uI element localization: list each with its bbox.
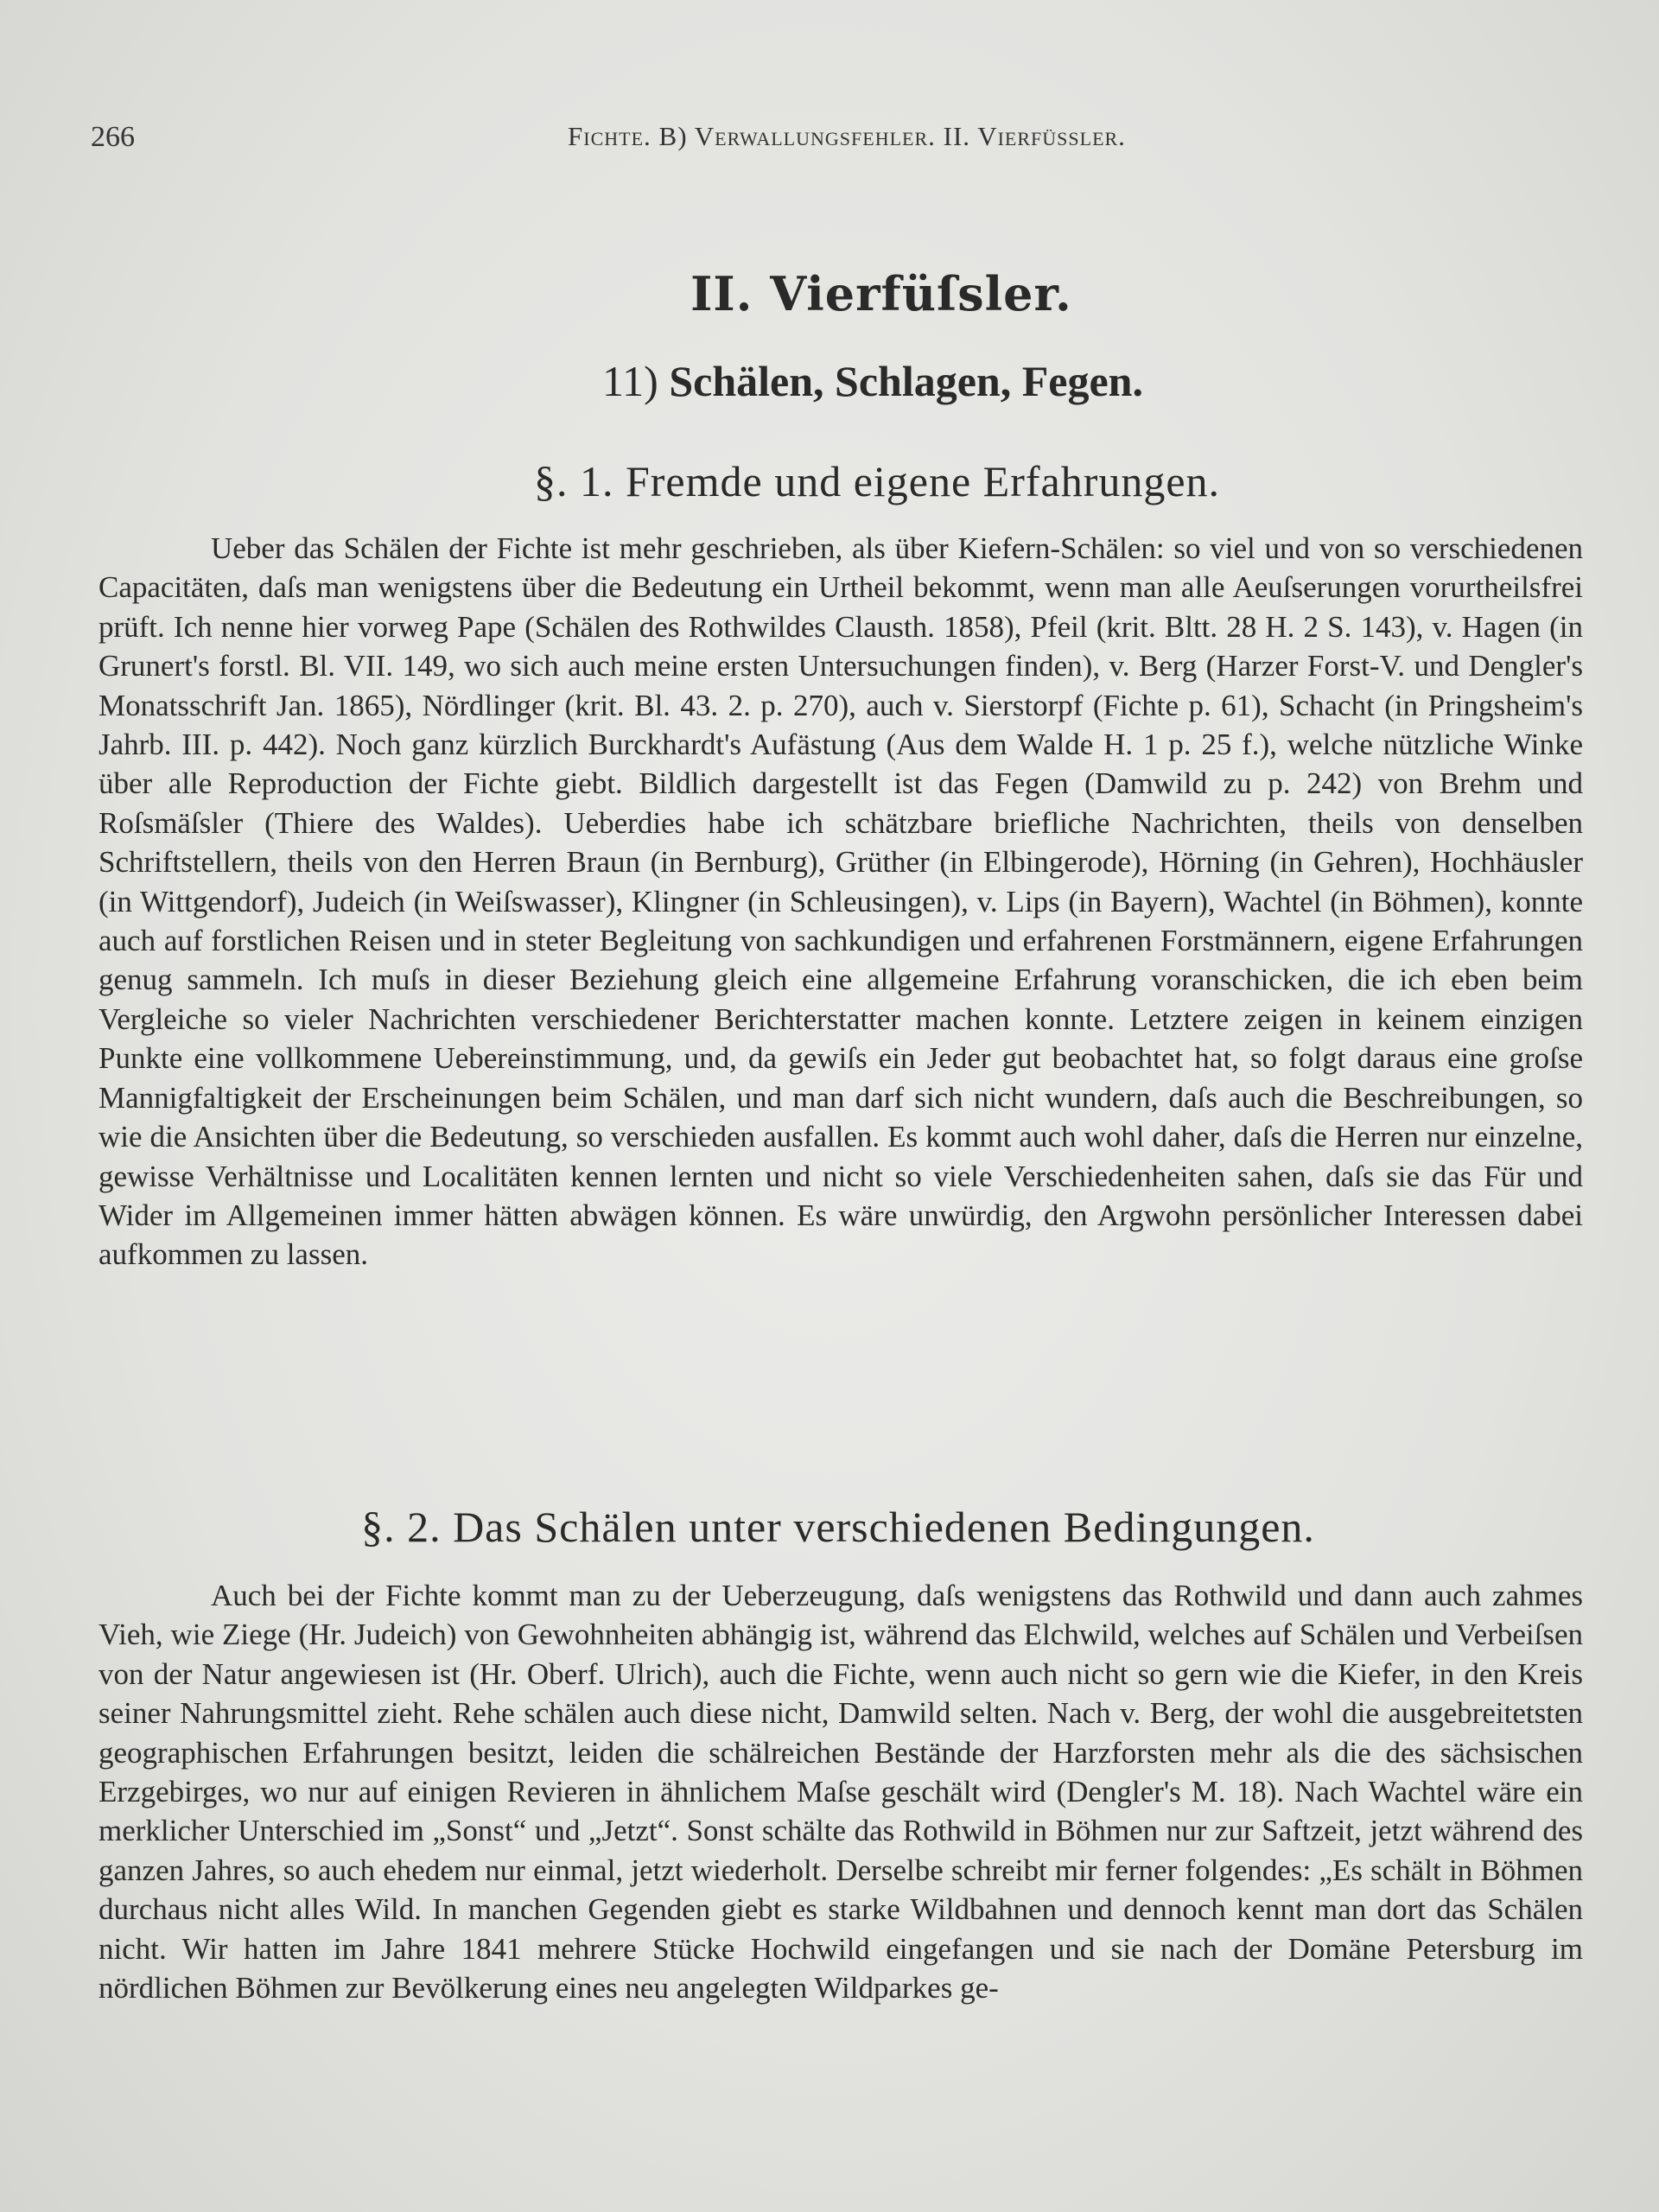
- chapter-heading: Schälen, Schlagen, Fegen.: [669, 357, 1143, 405]
- page-number: 266: [91, 121, 135, 153]
- chapter-title: [0, 356, 1659, 406]
- running-head: [91, 121, 1568, 159]
- chapter-number: 11): [602, 357, 658, 405]
- section-1-heading: §. 1. Fremde und eigene Erfahrungen.: [533, 457, 1221, 505]
- section-2-paragraph: Auch bei der Fichte kommt man zu der Ueberzeugung, daſs wenigstens das Rothwild und dann auch zahmes Vieh, wie Ziege (Hr. Judeich) von Gewohnheiten abhängig ist, während das Elchwild, welches auf Schälen und Verbeiſsen von der Natur angewiesen ist (Hr. Oberf. Ulrich), auch die Fichte, wenn auch nicht so gern wie die Kiefer, in den Kreis seiner Nahrungsmittel zieht. Rehe schälen auch diese nicht, Damwild selten. Nach v. Berg, der wohl die ausgebreitetsten geographischen Erfahrungen besitzt, leiden die schälreichen Bestände der Harzforsten mehr als die des sächsischen Erzgebirges, wo nur auf einigen Revieren in ähnlichem Maſse geschält wird (Dengler's M. 18). Nach Wachtel wäre ein merklicher Unterschied im „Sonst“ und „Jetzt“. Sonst schälte das Rothwild in Böhmen nur zur Saftzeit, jetzt während des ganzen Jahres, so auch ehedem nur einmal, jetzt wiederholt. Derselbe schreibt mir ferner folgendes: „Es schält in Böhmen durchaus nicht alles Wild. In manchen Gegenden giebt es starke Wildbahnen und dennoch kennt man dort das Schälen nicht. Wir hatten im Jahre 1841 mehrere Stücke Hochwild eingefangen und sie nach der Domäne Petersburg im nördlichen Böhmen zur Bevölkerung eines neu angelegten Wildparkes ge-: [99, 1579, 1583, 2005]
- part-title: II. Vierfüſsler.: [690, 266, 1072, 321]
- section-2-heading: §. 2. Das Schälen unter verschiedenen Bedingungen.: [361, 1503, 1315, 1551]
- section-1-paragraph: Ueber das Schälen der Fichte ist mehr geschrieben, als über Kiefern-Schälen: so viel und von so verschiedenen Capacitäten, daſs man wenigstens über die Bedeutung ein Urtheil bekommt, wenn man alle Aeuſserungen vorurtheilsfrei prüft. Ich nenne hier vorweg Pape (Schälen des Rothwildes Clausth. 1858), Pfeil (krit. Bltt. 28 H. 2 S. 143), v. Hagen (in Grunert's forstl. Bl. VII. 149, wo sich auch meine ersten Untersuchungen finden), v. Berg (Harzer Forst-V. und Dengler's Monatsschrift Jan. 1865), Nördlinger (krit. Bl. 43. 2. p. 270), auch v. Sierstorpf (Fichte p. 61), Schacht (in Pringsheim's Jahrb. III. p. 442). Noch ganz kürzlich Burckhardt's Aufästung (Aus dem Walde H. 1 p. 25 f.), welche nützliche Winke über alle Reproduction der Fichte giebt. Bildlich dargestellt ist das Fegen (Damwild zu p. 242) von Brehm und Roſsmäſsler (Thiere des Waldes). Ueberdies habe ich schätzbare briefliche Nachrichten, theils von denselben Schriftstellern, theils von den Herren Braun (in Bernburg), Grüther (in Elbingerode), Hörning (in Gehren), Hochhäusler (in Wittgendorf), Judeich (in Weiſswasser), Klingner (in Schleusingen), v. Lips (in Bayern), Wachtel (in Böhmen), konnte auch auf forstlichen Reisen und in steter Begleitung von sachkundigen und erfahrenen Forstmännern, eigene Erfahrungen genug sammeln. Ich muſs in dieser Beziehung gleich eine allgemeine Erfahrung voranschicken, die ich eben beim Vergleiche so vieler Nachrichten verschiedener Berichterstatter machen konnte. Letztere zeigen in keinem einzigen Punkte eine vollkommene Uebereinstimmung, und, da gewiſs ein Jeder gut beobachtet hat, so folgt daraus eine groſse Mannigfaltigkeit der Erscheinungen beim Schälen, und man darf sich nicht wundern, daſs auch die Beschreibungen, so wie die Ansichten über die Bedeutung, so verschieden ausfallen. Es kommt auch wohl daher, daſs die Herren nur einzelne, gewisse Verhältnisse und Localitäten kennen lernten und nicht so viele Verschiedenheiten sahen, daſs sie das Für und Wider im Allgemeinen immer hätten abwägen können. Es wäre unwürdig, den Argwohn persönlicher Interessen dabei aufkommen zu lassen.: [99, 531, 1583, 1272]
- running-title: Fichte. B) Verwallungsfehler. II. Vierfüssler.: [568, 121, 1126, 151]
